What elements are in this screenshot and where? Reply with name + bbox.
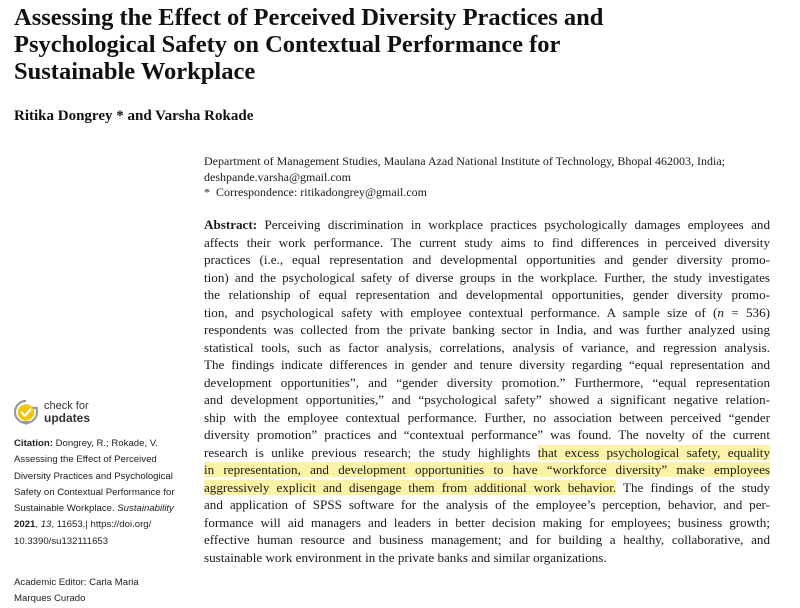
abstract-line: statistical tools, such as factor analysis, correlations, analysis of variance, and regression analysis. [204, 339, 770, 355]
citation-text: Sustainable Workplace. [14, 503, 118, 515]
affiliation-block [204, 154, 784, 201]
citation-doi[interactable]: 10.3390/su132111653 [14, 535, 109, 547]
abstract-line: practices (i.e., equal representation and developmental opportunities and gender diversity promo- [204, 252, 770, 267]
abstract-line: and application of SPSS software for the analysis of the employee’s perception, behavior, and per- [204, 497, 770, 512]
abstract-line [204, 479, 770, 497]
abstract-line: effective human resource and business management; and for building a healthy, collaborative, and [204, 532, 770, 547]
abstract-text: tion, and psychological safety with employee contextual performance. A sample size of ( [204, 304, 718, 320]
journal-name: Sustainability [117, 503, 174, 515]
abstract-line: ship with the employee contextual performance. Further, no association between perceived “gender [204, 409, 770, 425]
abstract-label: Abstract: [204, 217, 258, 232]
check-updates-line: updates [44, 411, 91, 425]
highlighted-text: aggressively explicit and disengage them from additional work behavior. [204, 479, 617, 495]
abstract-line: respondents was collected from the private banking sector in India, and was further analyzed using [204, 322, 770, 337]
citation-doi-prefix[interactable]: , 11653.| https://doi.org/ [51, 519, 152, 531]
citation-year: 2021 [14, 519, 36, 531]
correspondence-marker: * [204, 185, 210, 199]
check-updates-label [44, 400, 90, 424]
abstract-line: formance will aid managers and leaders in better decision making for employees; business growth; [204, 514, 770, 530]
citation-line [14, 501, 194, 517]
citation-line [14, 517, 194, 533]
abstract-line [204, 216, 770, 234]
citation-line: Diversity Practices and Psychological [14, 470, 173, 482]
citation-label: Citation: [14, 438, 53, 449]
title-line: Sustainable Workplace [14, 58, 256, 85]
abstract-line: and development opportunities,” and “psychological safety” showed a significant negative relation- [204, 392, 770, 407]
abstract-line: sustainable work environment in the private banks and similar organizations. [204, 549, 607, 565]
citation-line [14, 436, 194, 452]
abstract-line: affects their work performance. The current study aims to find differences in perceived diversity [204, 234, 770, 250]
abstract-line: tion) and the psychological safety of diverse groups in the workplace. Further, the study investigates [204, 269, 770, 285]
editor-line: Academic Editor: Carla Maria [14, 577, 139, 588]
sample-size-symbol: n [717, 304, 724, 320]
correspondence-line [204, 185, 784, 201]
check-for-updates-badge[interactable] [14, 398, 124, 430]
citation-text: Dongrey, R.; Rokade, V. [52, 438, 158, 449]
abstract-line: development opportunities”, and “gender diversity promotion.” Furthermore, “equal representation [204, 374, 770, 390]
abstract-line: diversity promotion” practices and “contextual performance” was found. The novelty of the current [204, 427, 770, 442]
highlighted-text: that excess psychological safety, equality [537, 444, 770, 460]
correspondence-text[interactable]: Correspondence: ritikadongrey@gmail.com [216, 185, 427, 199]
title-line: Assessing the Effect of Perceived Diversity Practices and [14, 4, 604, 31]
citation-line: Safety on Contextual Performance for [14, 486, 175, 498]
affiliation-line: Department of Management Studies, Maulana Azad National Institute of Technology, Bhopal 462003, India; [204, 154, 726, 168]
abstract-line: The findings indicate differences in gender and tenure diversity regarding “equal representation and [204, 357, 770, 372]
abstract [204, 216, 770, 566]
check-updates-icon [14, 400, 38, 426]
abstract-text: The findings of the study [616, 479, 770, 495]
citation-volume: 13 [40, 519, 52, 531]
abstract-line [204, 444, 770, 462]
author-email[interactable]: deshpande.varsha@gmail.com [204, 169, 352, 184]
abstract-line: the relationship of equal representation and developmental opportunities, gender diversity promo- [204, 287, 770, 302]
abstract-text: = 536) [723, 304, 770, 320]
abstract-line [204, 461, 770, 479]
highlighted-text: in representation, and development opportunities to have “workforce diversity” make employees [204, 462, 770, 477]
check-updates-line: check for [44, 400, 89, 412]
editor-line: Marques Curado [14, 593, 86, 605]
abstract-text: Perceiving discrimination in workplace practices psychologically damages employees and [264, 217, 770, 232]
title-line: Psychological Safety on Contextual Performance for [14, 31, 561, 58]
citation-block [14, 436, 194, 550]
citation-text: , [35, 519, 41, 531]
citation-line: Assessing the Effect of Perceived [14, 454, 157, 466]
abstract-text: research is unlike previous research; the study highlights [204, 444, 538, 460]
paper-title [14, 4, 774, 85]
author-list: Ritika Dongrey * and Varsha Rokade [14, 108, 254, 124]
academic-editor [14, 575, 194, 608]
abstract-line [204, 304, 770, 322]
